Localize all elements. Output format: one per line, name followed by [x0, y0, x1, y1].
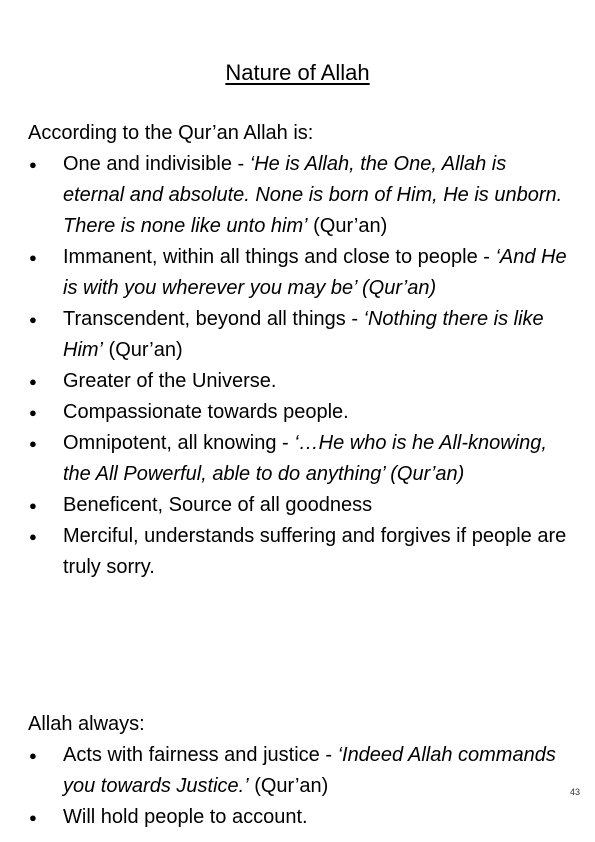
attributes-section	[28, 118, 568, 583]
attributes-list	[28, 149, 568, 583]
page-number: 43	[569, 787, 580, 797]
list-item: ● Omnipotent, all knowing - ‘…He who is he All-knowing, the All Powerful, able to do anything’ (Qur’an)	[28, 428, 568, 490]
quote: ‘And He is with you wherever you may be’ (Qur’an)	[63, 246, 567, 299]
list-item: ● Transcendent, beyond all things - ‘Nothing there is like Him’ (Qur’an)	[28, 304, 568, 366]
quote: ‘He is Allah, the One, Allah is eternal and absolute. None is born of Him, He is unborn. There is none like unto him’	[63, 153, 563, 237]
list-item: ● Compassionate towards people.	[28, 397, 568, 428]
list-item: ● Merciful, understands suffering and forgives if people are truly sorry.	[28, 521, 568, 583]
list-item: ● One and indivisible - ‘He is Allah, the One, Allah is eternal and absolute. None is born of Him, He is unborn. There is none like unto him’ (Qur’an)	[28, 149, 568, 242]
list-item: ● Acts with fairness and justice - ‘Indeed Allah commands you towards Justice.’ (Qur’an)	[28, 740, 568, 802]
quote: ‘Nothing there is like Him’	[63, 308, 544, 361]
quote: ‘…He who is he All-knowing, the All Powerful, able to do anything’ (Qur’an)	[63, 432, 547, 485]
list-item: ● Will hold people to account.	[28, 802, 568, 833]
section-intro: Allah always:	[28, 713, 145, 735]
quote: ‘Indeed Allah commands you towards Justice.’	[63, 744, 556, 797]
page-title: Nature of Allah	[225, 60, 370, 85]
actions-list	[28, 740, 568, 833]
list-item: ● Greater of the Universe.	[28, 366, 568, 397]
section-intro: According to the Qur’an Allah is:	[28, 122, 314, 144]
allah-always-section	[28, 709, 568, 833]
list-item: ● Beneficent, Source of all goodness	[28, 490, 568, 521]
list-item: ● Immanent, within all things and close to people - ‘And He is with you wherever you may be’ (Qur’an)	[28, 242, 568, 304]
